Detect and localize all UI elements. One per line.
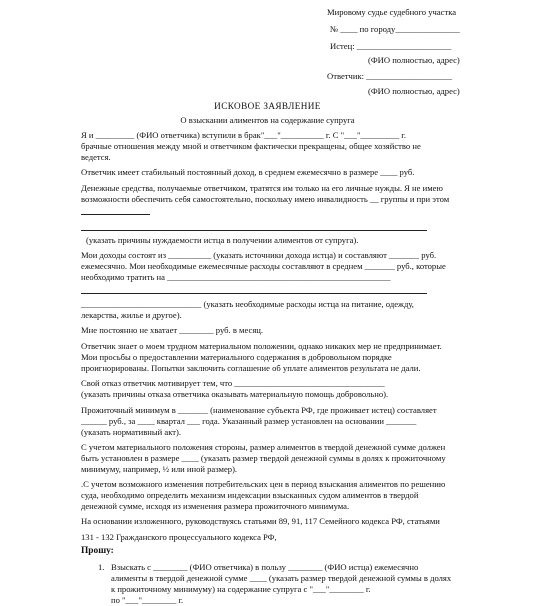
paragraph-indexation-line1: .С учетом возможного изменения потребительских цен в период взыскания алиментов по решению: [81, 479, 446, 489]
paragraph-plaintiff-income-line6: лекарства, жилье и другое).: [81, 310, 182, 320]
paragraph-needs-note: (указать причины нуждаемости истца в получении алиментов от супруга).: [86, 235, 359, 245]
request-heading: Прошу:: [81, 546, 114, 556]
paragraph-plaintiff-income-line1: Мои доходы состоят из __________ (указать источники дохода истца) и составляют _______ руб.: [81, 250, 437, 260]
paragraph-amount-line1: С учетом материального положения стороны, размер алиментов в твердой денежной сумме должен: [81, 442, 446, 452]
paragraph-refusal-line3: проигнорированы. Попытки заключить соглашение об уплате алиментов результата не дали.: [81, 363, 421, 373]
defendant-note: (ФИО полностью, адрес): [368, 86, 460, 96]
paragraph-shortfall: Мне постоянно не хватает ________ руб. в месяц.: [81, 325, 264, 335]
paragraph-plaintiff-income-line5: ____________________________ (указать необходимые расходы истца на питание, одежду,: [81, 299, 414, 309]
paragraph-marriage-line2: брачные отношения между мной и ответчиком фактически прекращены, общее хозяйство не: [81, 141, 421, 151]
request-item-line1: Взыскать с ________ (ФИО ответчика) в пользу ________ (ФИО истца) ежемесячно: [111, 562, 419, 572]
paragraph-legal-basis-line2: 131 - 132 Гражданского процессуального кодекса РФ,: [81, 532, 277, 542]
paragraph-marriage-line1: Я и _________ (ФИО ответчика) вступили в брак"___"__________ г. С "___"_________ г.: [81, 130, 407, 140]
paragraph-indexation-line3: денежной сумме, исходя из изменения размера прожиточного минимума.: [81, 501, 350, 511]
defendant-field: Ответчик: ____________________: [327, 71, 453, 81]
paragraph-minimum-line3: (указать нормативный акт).: [81, 427, 182, 437]
paragraph-marriage-line3: ведется.: [81, 152, 111, 162]
request-item-line3: к прожиточному минимуму) на содержание супруга с "___"________ г.: [111, 584, 371, 594]
paragraph-motive-line1: Свой отказ ответчик мотивирует тем, что ___________________________________: [81, 378, 385, 388]
plaintiff-note: (ФИО полностью, адрес): [368, 55, 460, 65]
request-item-line2: алименты в твердой денежной сумме ____ (указать размер твердой денежной суммы в долях: [111, 573, 452, 583]
document-title: ИСКОВОЕ ЗАЯВЛЕНИЕ: [214, 101, 321, 111]
paragraph-minimum-line2: ______ руб., за ____ квартал ___ года. Указанный размер установлен на основании _______: [81, 416, 417, 426]
paragraph-amount-line3: минимуму, например, ½ или иной размер).: [81, 464, 238, 474]
paragraph-indexation-line2: суда, необходимо определить механизм индексации взысканных судом алиментов в твердой: [81, 490, 419, 500]
blank-line: [81, 230, 427, 231]
paragraph-needs-line1: Денежные средства, получаемые ответчиком, тратятся им только на его личные нужды. Я не имею: [81, 183, 443, 193]
plaintiff-field: Истец: ______________________: [330, 41, 452, 51]
paragraph-plaintiff-income-line2: ежемесячно. Мои необходимые ежемесячные расходы составляют в среднем _______ руб., которые: [81, 261, 446, 271]
paragraph-amount-line2: быть установлен в размере ____ (указать размер твердой денежной суммы в долях к прожиточному: [81, 453, 446, 463]
blank-line: [81, 293, 427, 294]
court-addressee: Мировому судье судебного участка: [327, 7, 457, 17]
request-item-number: 1.: [98, 562, 105, 572]
document-subtitle: О взыскании алиментов на содержание супруга: [180, 115, 355, 125]
paragraph-minimum-line1: Прожиточный минимум в _______ (наименование субъекта РФ, где проживает истец) составляет: [81, 405, 437, 415]
paragraph-refusal-line2: Мои просьбы о предоставлении материального содержания в добровольном порядке: [81, 352, 392, 362]
paragraph-plaintiff-income-line3: необходимо тратить на ____________________________________________________: [81, 272, 391, 282]
paragraph-legal-basis-line1: На основании изложенного, руководствуясь статьями 89, 91, 117 Семейного кодекса РФ, статьями: [81, 516, 440, 526]
paragraph-refusal-line1: Ответчик знает о моем трудном материальном положении, однако никаких мер не предпринимает.: [81, 341, 442, 351]
request-item-line4: по "___"________ г.: [111, 595, 184, 605]
blank-line: [81, 214, 150, 215]
court-number-city: № ____ по городу_______________: [330, 24, 460, 34]
paragraph-income: Ответчик имеет стабильный постоянный доход, в среднем ежемесячно в размере ____ руб.: [81, 167, 415, 177]
paragraph-motive-line2: (указать причины отказа ответчика оказывать материальную помощь добровольно).: [81, 389, 389, 399]
paragraph-needs-line2: возможности обеспечить себя самостоятельно, поскольку имею инвалидность __ группы и при этом: [81, 194, 450, 204]
